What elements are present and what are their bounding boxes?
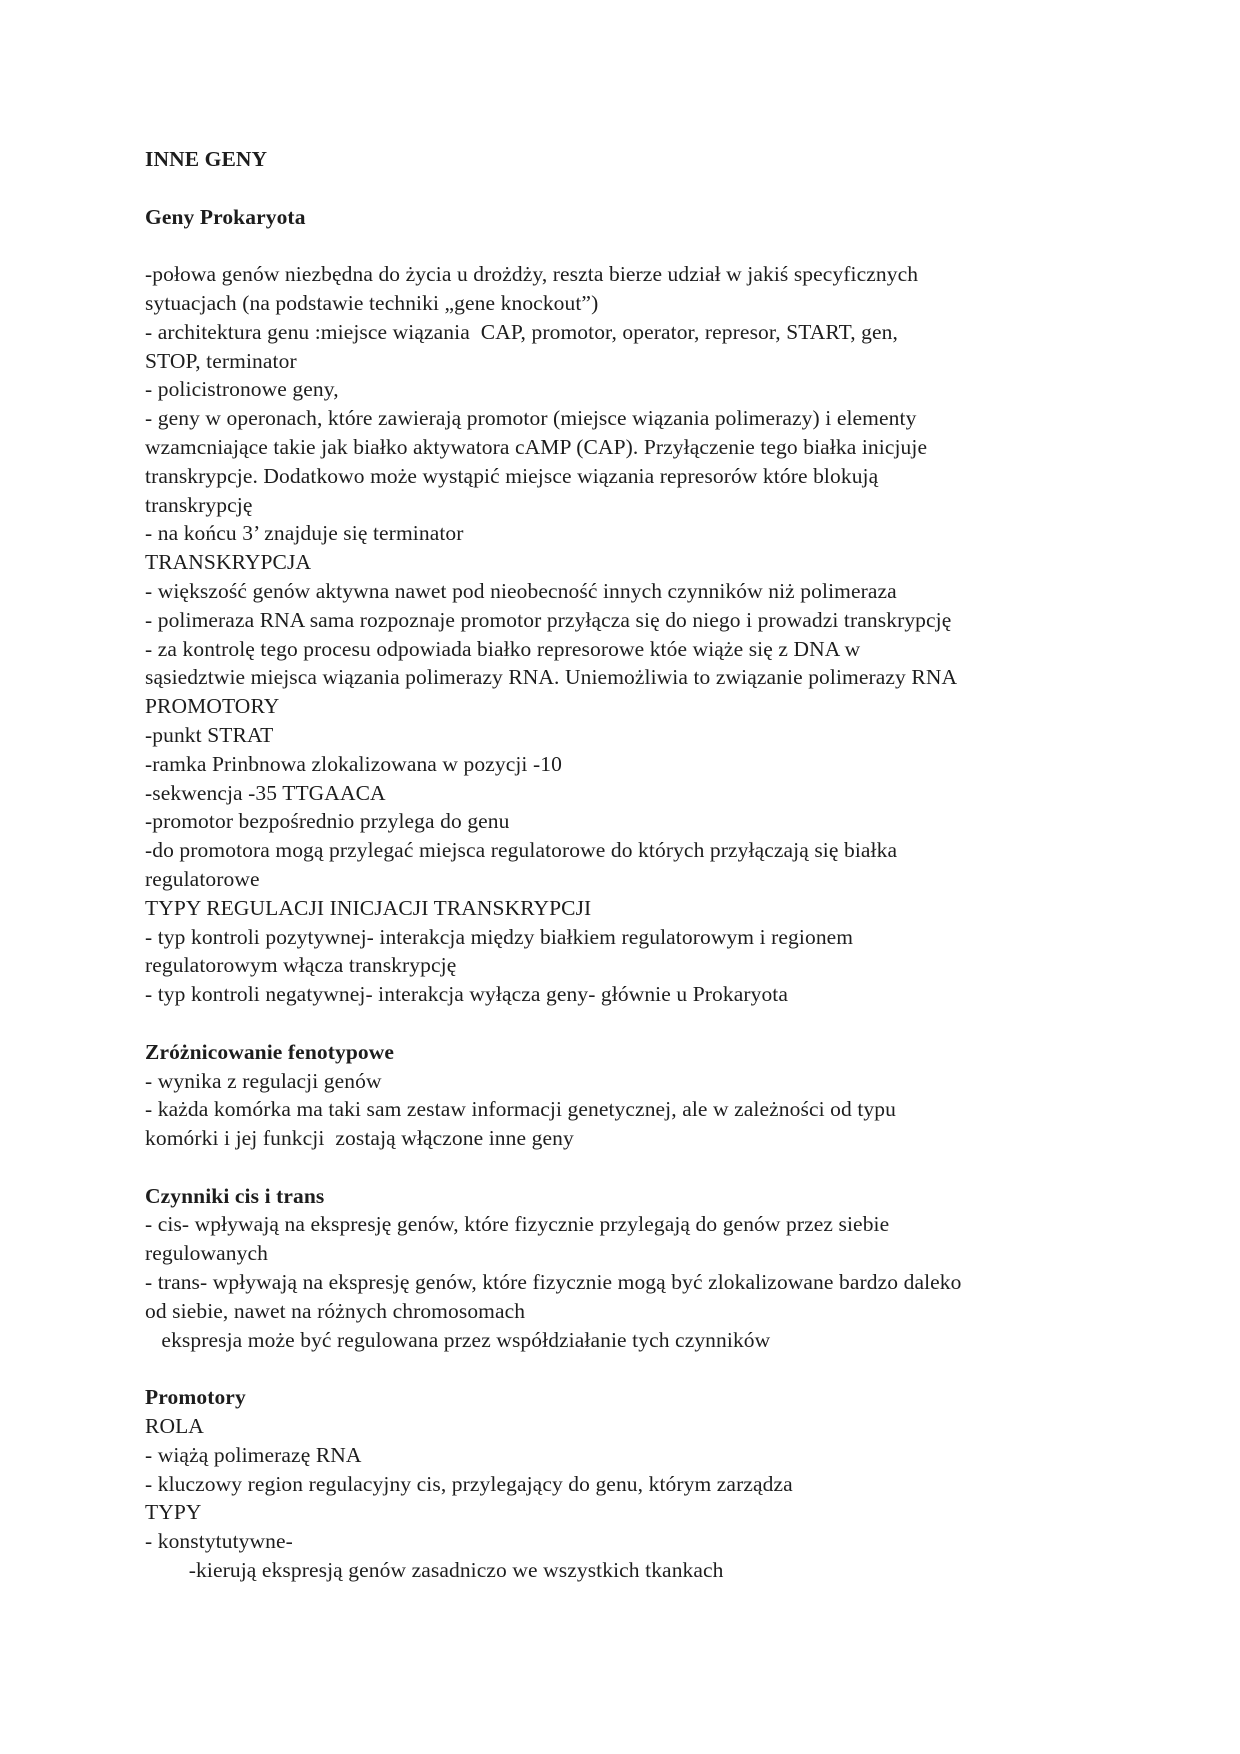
text-line: - geny w operonach, które zawierają promotor (miejsce wiązania polimerazy) i elementy — [145, 406, 917, 431]
text-line: -punkt STRAT — [145, 722, 274, 747]
text-line: -sekwencja -35 TTGAACA — [145, 780, 386, 805]
text-line: - policistronowe geny, — [145, 377, 339, 402]
text-line: - architektura genu :miejsce wiązania CAP, promotor, operator, represor, START, gen, — [145, 319, 898, 344]
blank-line — [145, 1153, 1155, 1182]
text-line: regulatorowym włącza transkrypcję — [145, 953, 457, 978]
text-line: - wiążą polimerazę RNA — [145, 1442, 362, 1467]
text-line: - typ kontroli pozytywnej- interakcja między białkiem regulatorowym i regionem — [145, 924, 854, 949]
text-line: -promotor bezpośrednio przylega do genu — [145, 809, 510, 834]
text-line: - kluczowy region regulacyjny cis, przylegający do genu, którym zarządza — [145, 1471, 793, 1496]
text-line: ekspresja może być regulowana przez współdziałanie tych czynników — [145, 1327, 771, 1352]
text-line: TYPY — [145, 1500, 202, 1525]
blank-line — [145, 1009, 1155, 1038]
text-line: - na końcu 3’ znajduje się terminator — [145, 521, 464, 546]
text-line: -kierują ekspresją genów zasadniczo we wszystkich tkankach — [145, 1558, 724, 1583]
text-line: transkrypcje. Dodatkowo może wystąpić miejsce wiązania represorów które blokują — [145, 463, 879, 488]
text-line: - trans- wpływają na ekspresję genów, które fizycznie mogą być zlokalizowane bardzo daleko — [145, 1270, 962, 1295]
document-body — [145, 145, 1155, 1585]
text-line: - konstytutywne- — [145, 1529, 293, 1554]
section-heading: Geny Prokaryota — [145, 204, 306, 229]
blank-line — [145, 1354, 1155, 1383]
text-line: - większość genów aktywna nawet pod nieobecność innych czynników niż polimeraza — [145, 578, 897, 603]
text-line: - wynika z regulacji genów — [145, 1068, 382, 1093]
text-line: transkrypcję — [145, 492, 253, 517]
text-line: PROMOTORY — [145, 694, 280, 719]
text-line: - cis- wpływają na ekspresję genów, które fizycznie przylegają do genów przez siebie — [145, 1212, 890, 1237]
text-line: -połowa genów niezbędna do życia u drożdży, reszta bierze udział w jakiś specyficznych — [145, 262, 919, 287]
section-heading: Zróżnicowanie fenotypowe — [145, 1039, 395, 1064]
text-line: - każda komórka ma taki sam zestaw informacji genetycznej, ale w zależności od typu — [145, 1097, 896, 1122]
text-line: TRANSKRYPCJA — [145, 550, 312, 575]
text-line: regulowanych — [145, 1241, 268, 1266]
text-line: -ramka Prinbnowa zlokalizowana w pozycji -10 — [145, 751, 562, 776]
text-line: sąsiedztwie miejsca wiązania polimerazy RNA. Uniemożliwia to związanie polimerazy RNA — [145, 665, 958, 690]
text-line: -do promotora mogą przylegać miejsca regulatorowe do których przyłączają się białka — [145, 838, 898, 863]
section-heading: Promotory — [145, 1385, 246, 1410]
text-line: od siebie, nawet na różnych chromosomach — [145, 1298, 526, 1323]
text-line: ROLA — [145, 1414, 204, 1439]
text-line: TYPY REGULACJI INICJACJI TRANSKRYPCJI — [145, 895, 592, 920]
blank-line — [145, 231, 1155, 260]
text-line: - za kontrolę tego procesu odpowiada białko represorowe któe wiąże się z DNA w — [145, 636, 861, 661]
text-line: - polimeraza RNA sama rozpoznaje promotor przyłącza się do niego i prowadzi transkrypcję — [145, 607, 952, 632]
text-line: sytuacjach (na podstawie techniki „gene knockout”) — [145, 290, 599, 315]
text-line: - typ kontroli negatywnej- interakcja wyłącza geny- głównie u Prokaryota — [145, 982, 789, 1007]
text-line: wzamcniające takie jak białko aktywatora cAMP (CAP). Przyłączenie tego białka inicjuje — [145, 434, 928, 459]
blank-line — [145, 174, 1155, 203]
document-title: INNE GENY — [145, 147, 268, 171]
section-heading: Czynniki cis i trans — [145, 1183, 325, 1208]
text-line: komórki i jej funkcji zostają włączone inne geny — [145, 1126, 574, 1151]
text-line: STOP, terminator — [145, 348, 297, 373]
text-line: regulatorowe — [145, 866, 260, 891]
